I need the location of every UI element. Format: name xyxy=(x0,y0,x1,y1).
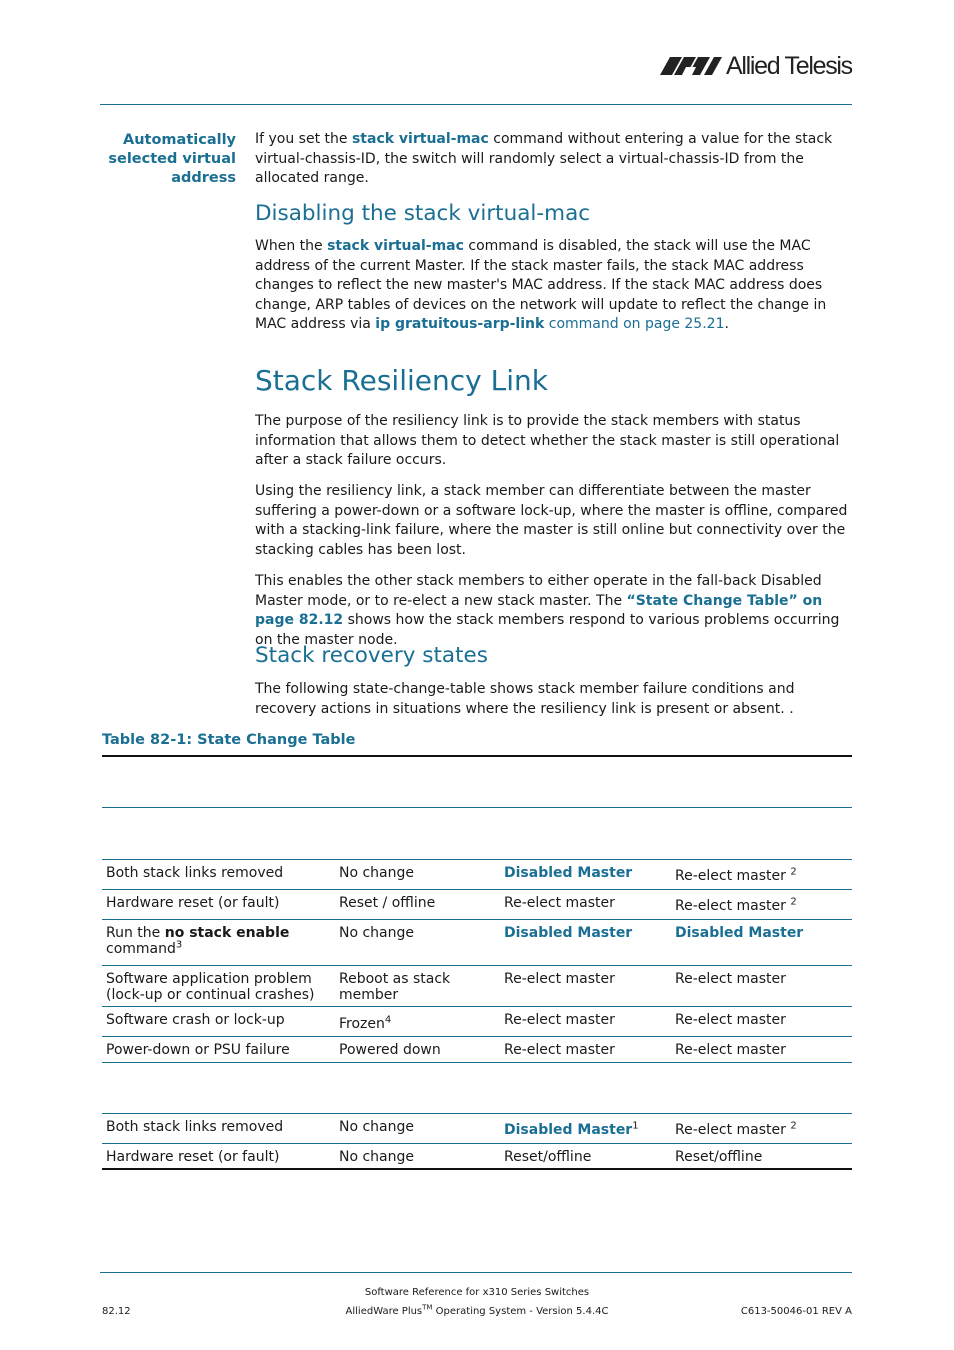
recovery-heading: Stack recovery states xyxy=(255,643,488,668)
side-heading-line: address xyxy=(171,170,236,186)
member-without-link-cell: Disabled Master xyxy=(675,925,804,941)
trademark-mark: TM xyxy=(422,1303,433,1312)
table-row xyxy=(102,1037,852,1063)
resiliency-text: shows how the stack members respond to various problems occurring on the master node. xyxy=(255,612,840,648)
footnote-ref: 1 xyxy=(632,1120,639,1132)
member-without-link-cell xyxy=(675,1122,850,1138)
intro-text: command without entering a value for the stack virtual-chassis-ID, the switch will randomly select a virtual-chassis-ID from the allocated range. xyxy=(255,131,833,186)
member-with-link-cell: Disabled Master xyxy=(504,865,633,881)
table-row xyxy=(102,890,852,920)
member-with-link-cell: Re-elect master xyxy=(504,895,615,911)
table-top-rule xyxy=(102,755,852,757)
failure-cell: Both stack links removed xyxy=(106,865,284,881)
cell-text: Re-elect master xyxy=(675,1122,791,1138)
footnote-ref: 2 xyxy=(790,1120,797,1132)
cell-text: Run the xyxy=(106,925,165,941)
disabling-heading: Disabling the stack virtual-mac xyxy=(255,201,591,226)
stack-virtual-mac-link[interactable]: stack virtual-mac xyxy=(351,131,489,147)
table-row xyxy=(102,860,852,890)
resiliency-paragraph-3 xyxy=(255,572,852,650)
member-with-link-cell: Re-elect master xyxy=(504,971,615,987)
side-heading-line: Automatically xyxy=(122,132,236,148)
member-without-link-cell: Re-elect master xyxy=(675,1012,786,1028)
table-caption: Table 82-1: State Change Table xyxy=(102,732,356,748)
table-bottom-rule xyxy=(102,1168,852,1170)
master-state-cell: Reset / offline xyxy=(339,895,436,911)
disabling-text: command is disabled, the stack will use the MAC address of the current Master. If the stack master fails, the stack MAC address changes to reflect the new master's MAC address. If the stack MAC address does change, ARP tables of devices on the network will update to reflect the change in MAC address via xyxy=(255,238,827,332)
failure-cell: Hardware reset (or fault) xyxy=(106,895,280,911)
footer-text: Operating System - Version 5.4.4C xyxy=(432,1306,609,1317)
footer-title: Software Reference for x310 Series Switches xyxy=(364,1287,590,1298)
section-title: Stack Resiliency Link xyxy=(255,364,548,397)
footnote-ref: 2 xyxy=(790,866,797,878)
footer-text: AlliedWare Plus xyxy=(345,1306,423,1317)
footer-rule xyxy=(100,1272,852,1273)
footnote-ref: 3 xyxy=(175,939,183,951)
member-without-link-cell xyxy=(675,898,850,914)
master-state-cell: No change xyxy=(339,1119,415,1135)
table-row xyxy=(102,1144,852,1168)
page-reference-link[interactable]: command on page 25.21 xyxy=(544,316,725,332)
table-row xyxy=(102,966,852,1007)
recovery-paragraph: The following state-change-table shows stack member failure conditions and recovery actions in situations where the resiliency link is present or absent. . xyxy=(255,681,795,717)
table-header-rule xyxy=(102,807,852,808)
table-row xyxy=(102,1114,852,1144)
member-with-link-cell: Re-elect master xyxy=(504,1042,615,1058)
header-rule xyxy=(100,104,852,105)
footnote-ref: 2 xyxy=(790,896,797,908)
side-heading xyxy=(104,131,236,188)
member-without-link-cell: Re-elect master xyxy=(675,1042,786,1058)
failure-cell: Power-down or PSU failure xyxy=(106,1042,290,1058)
member-with-link-cell: Disabled Master xyxy=(504,925,633,941)
intro-paragraph xyxy=(255,130,852,189)
cell-text: Re-elect master xyxy=(675,898,791,914)
logo-text: Allied Telesis xyxy=(726,51,852,80)
disabling-paragraph xyxy=(255,237,852,335)
failure-cell xyxy=(106,925,326,957)
disabling-text: . xyxy=(724,316,729,332)
master-state-cell: Powered down xyxy=(339,1042,441,1058)
footer-doc-id: C613-50046-01 REV A xyxy=(740,1306,852,1317)
failure-cell: Both stack links removed xyxy=(106,1119,284,1135)
cell-text: Frozen xyxy=(339,1016,385,1032)
state-change-table-link[interactable]: “State Change Table” on page 82.12 xyxy=(255,592,823,628)
resiliency-text: This enables the other stack members to either operate in the fall-back Disabled Master mode, or to re-elect a new stack master. The xyxy=(255,573,822,609)
failure-cell: Software crash or lock-up xyxy=(106,1012,285,1028)
member-with-link-cell xyxy=(504,1122,664,1138)
member-with-link-cell: Reset/offline xyxy=(504,1149,592,1165)
intro-text: If you set the xyxy=(255,131,352,147)
table-row xyxy=(102,920,852,966)
member-without-link-cell xyxy=(675,868,850,884)
master-state-cell: No change xyxy=(339,865,415,881)
master-state-cell: Reboot as stack member xyxy=(339,971,451,1003)
command-name: no stack enable xyxy=(164,925,290,941)
failure-cell: Software application problem (lock-up or continual crashes) xyxy=(106,971,315,1003)
master-state-cell: No change xyxy=(339,1149,415,1165)
cell-text: command xyxy=(106,941,176,957)
disabling-text: When the xyxy=(255,238,328,254)
member-with-link-cell: Re-elect master xyxy=(504,1012,615,1028)
member-without-link-cell: Reset/offline xyxy=(675,1149,763,1165)
resiliency-paragraph-1: The purpose of the resiliency link is to provide the stack members with status information that allows them to detect whether the stack master is still operational after a stack failure occurs. xyxy=(255,413,840,468)
allied-telesis-logo xyxy=(660,52,852,80)
cell-text: Disabled Master xyxy=(504,1122,633,1138)
master-state-cell: No change xyxy=(339,925,415,941)
footnote-ref: 4 xyxy=(384,1014,392,1026)
stack-virtual-mac-link[interactable]: stack virtual-mac xyxy=(327,238,464,254)
footer-page-number: 82.12 xyxy=(102,1306,131,1317)
cell-text: Re-elect master xyxy=(675,868,791,884)
resiliency-paragraph-2: Using the resiliency link, a stack member can differentiate between the master suffering a power-down or a software lock-up, where the master is offline, compared with a stacking-link failure, where the master is still online but connectivity over the stacking cables has been lost. xyxy=(255,483,848,558)
ip-gratuitous-arp-link[interactable]: ip gratuitous-arp-link xyxy=(375,316,545,332)
allied-telesis-logo-mark-icon xyxy=(660,57,722,75)
master-state-cell xyxy=(339,1016,489,1032)
member-without-link-cell: Re-elect master xyxy=(675,971,786,987)
side-heading-line: selected virtual xyxy=(108,151,236,167)
table-row xyxy=(102,1007,852,1037)
failure-cell: Hardware reset (or fault) xyxy=(106,1149,280,1165)
